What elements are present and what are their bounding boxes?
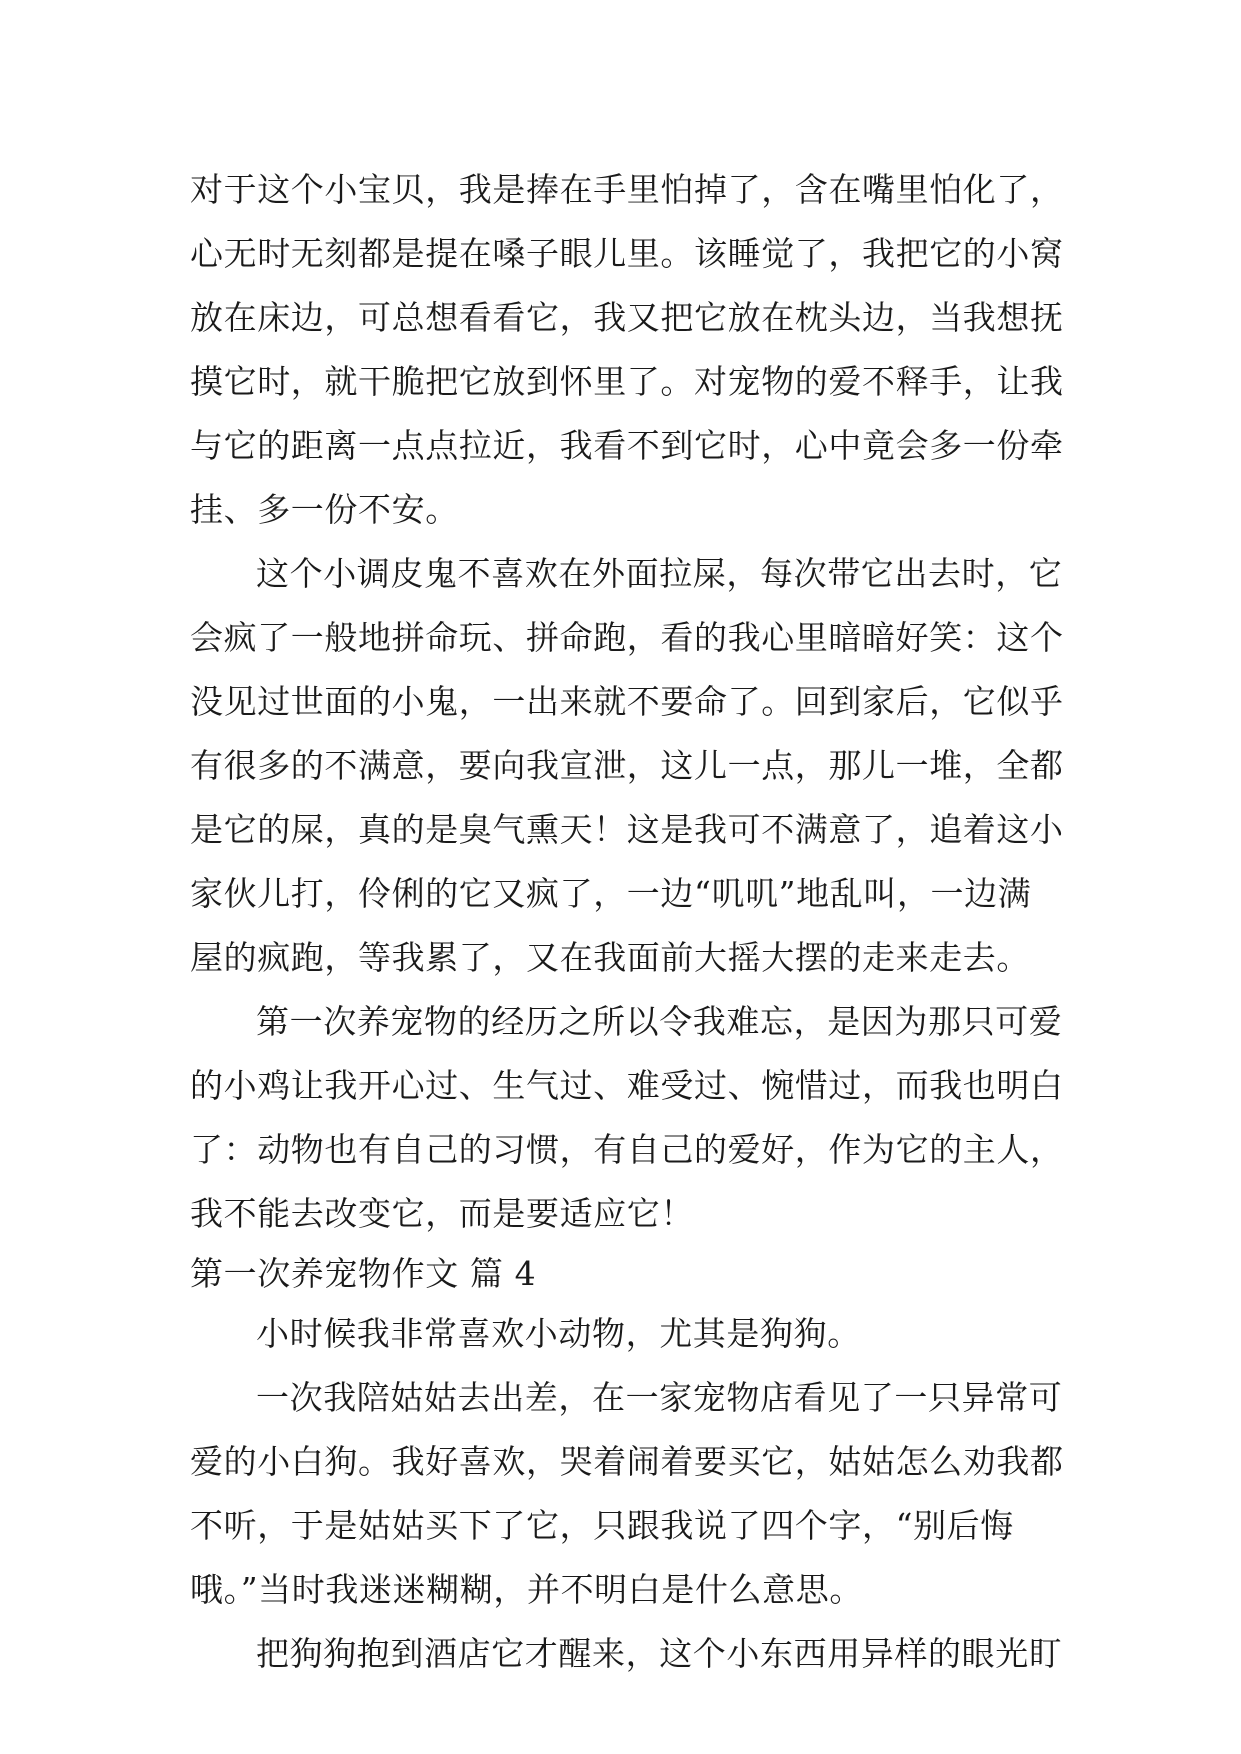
paragraph-line: 是它的屎，真的是臭气熏天！这是我可不满意了，追着这小: [190, 810, 1064, 849]
paragraph-line: 有很多的不满意，要向我宣泄，这儿一点，那儿一堆，全都: [190, 746, 1064, 785]
paragraph-line: 小时候我非常喜欢小动物，尤其是狗狗。: [256, 1314, 861, 1353]
paragraph-line: 一次我陪姑姑去出差，在一家宠物店看见了一只异常可: [256, 1378, 1063, 1417]
paragraph-line: 会疯了一般地拼命玩、拼命跑，看的我心里暗暗好笑：这个: [190, 618, 1064, 657]
paragraph-line: 对于这个小宝贝，我是捧在手里怕掉了，含在嘴里怕化了，: [190, 170, 1064, 209]
paragraph-line: 屋的疯跑，等我累了，又在我面前大摇大摆的走来走去。: [190, 938, 1030, 977]
paragraph-line: 第一次养宠物的经历之所以令我难忘，是因为那只可爱: [256, 1002, 1063, 1041]
article-body: [190, 158, 1070, 1686]
paragraph-line: 与它的距离一点点拉近，我看不到它时，心中竟会多一份牵: [190, 426, 1064, 465]
paragraph-line: 没见过世面的小鬼，一出来就不要命了。回到家后，它似乎: [190, 682, 1064, 721]
paragraph-line: 这个小调皮鬼不喜欢在外面拉屎，每次带它出去时，它: [256, 554, 1063, 593]
paragraph-line: 把狗狗抱到酒店它才醒来，这个小东西用异样的眼光盯: [256, 1634, 1063, 1673]
paragraph-line: 我不能去改变它，而是要适应它！: [190, 1194, 694, 1233]
paragraph-line: 的小鸡让我开心过、生气过、难受过、惋惜过，而我也明白: [190, 1066, 1064, 1105]
paragraph-line: 心无时无刻都是提在嗓子眼儿里。该睡觉了，我把它的小窝: [190, 234, 1064, 273]
paragraph-line: 挂、多一份不安。: [190, 490, 459, 529]
paragraph-line: 哦。”当时我迷迷糊糊，并不明白是什么意思。: [190, 1570, 863, 1609]
paragraph-line: 不听，于是姑姑买下了它，只跟我说了四个字，“别后悔: [190, 1506, 1014, 1545]
paragraph-line: 摸它时，就干脆把它放到怀里了。对宠物的爱不释手，让我: [190, 362, 1064, 401]
paragraph-line: 了：动物也有自己的习惯，有自己的爱好，作为它的主人，: [190, 1130, 1064, 1169]
section-heading: 第一次养宠物作文 篇 4: [190, 1254, 537, 1293]
paragraph-line: 家伙儿打，伶俐的它又疯了，一边“叽叽”地乱叫，一边满: [190, 874, 1032, 913]
paragraph-line: 放在床边，可总想看看它，我又把它放在枕头边，当我想抚: [190, 298, 1064, 337]
paragraph-line: 爱的小白狗。我好喜欢，哭着闹着要买它，姑姑怎么劝我都: [190, 1442, 1064, 1481]
